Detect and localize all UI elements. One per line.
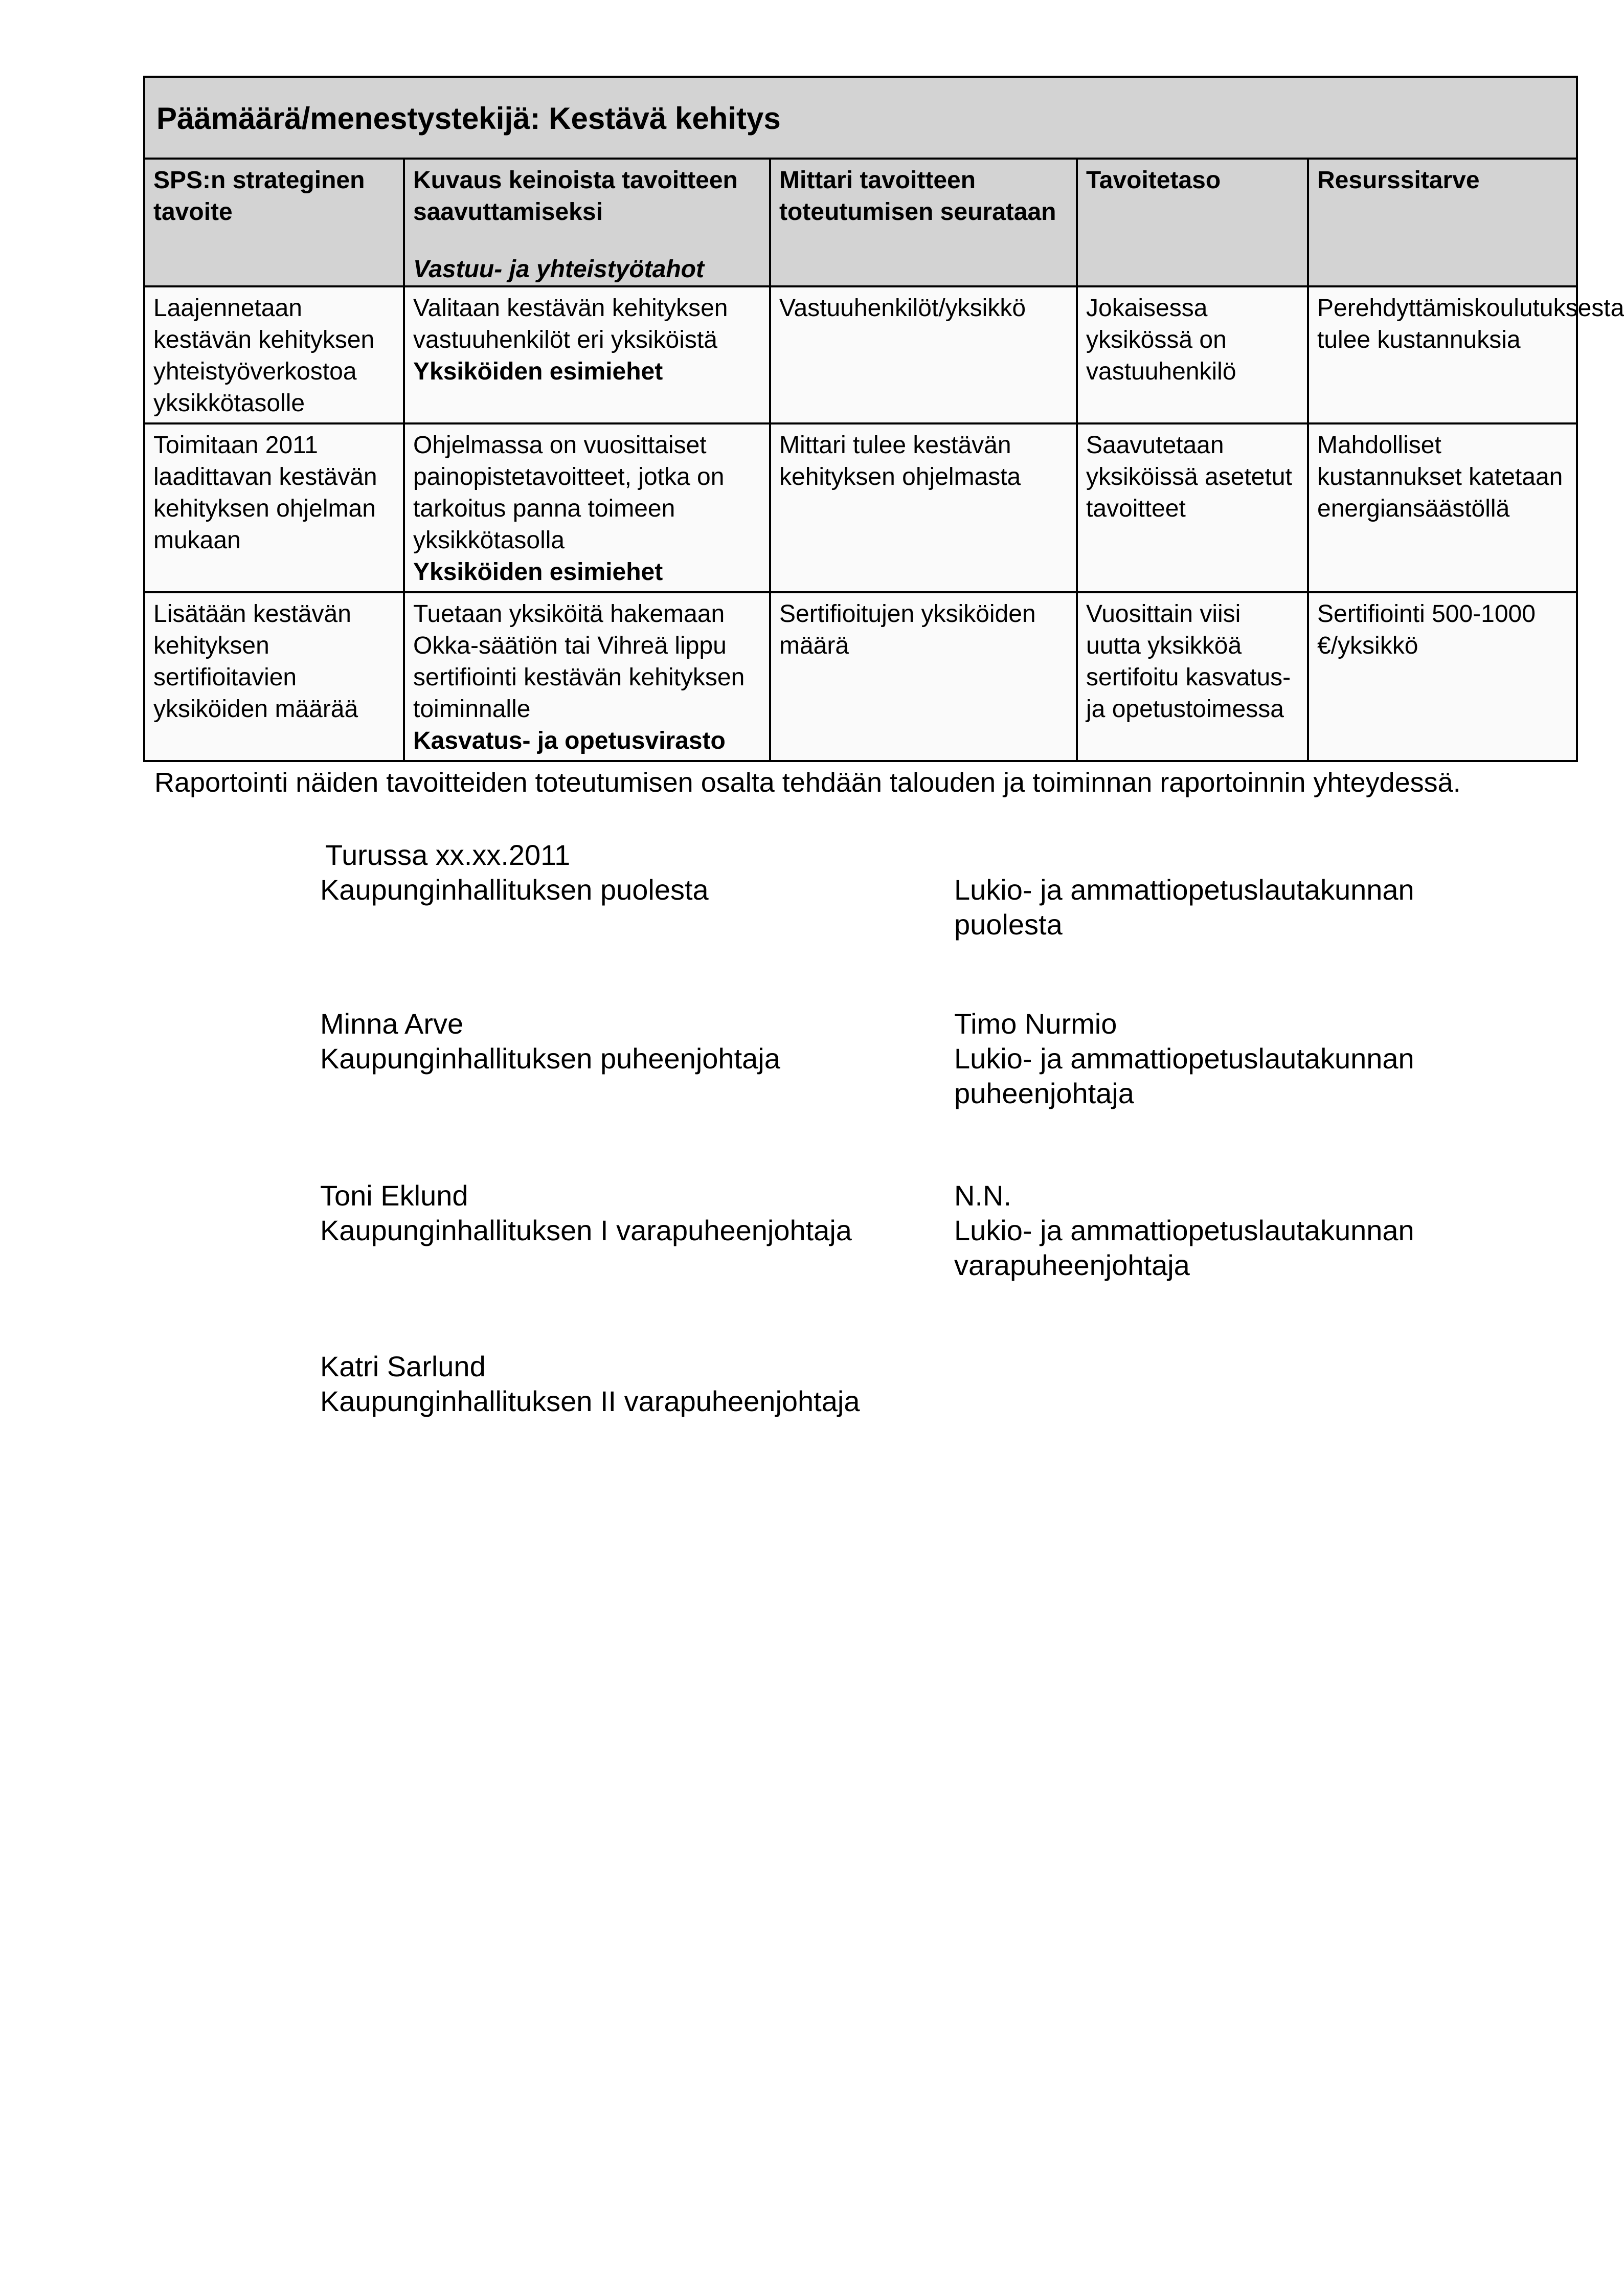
- table-title: Päämäärä/menestystekijä: Kestävä kehitys: [144, 77, 1577, 159]
- cell-goal: Toimitaan 2011 laadittavan kestävän kehityksen ohjelman mukaan: [144, 423, 404, 592]
- signature-block: [954, 1178, 1414, 1283]
- report-paragraph: Raportointi näiden tavoitteiden toteutumisen osalta tehdään talouden ja toiminnan raportoinnin yhteydessä.: [154, 767, 1461, 798]
- left-signature-heading: [320, 873, 709, 907]
- cell-meter: Vastuuhenkilöt/yksikkö: [770, 286, 1077, 423]
- table-row: [144, 286, 1577, 423]
- signature-block: [320, 1349, 860, 1419]
- cell-resources: Perehdyttämiskoulutuksesta tulee kustannuksia: [1308, 286, 1577, 423]
- signer-title-line-2: puheenjohtaja: [954, 1077, 1134, 1109]
- signer-name: Toni Eklund: [320, 1179, 468, 1212]
- table-row: [144, 592, 1577, 761]
- cell-means: [404, 423, 770, 592]
- header-means-label: Kuvaus keinoista tavoitteen saavuttamiseksi: [413, 167, 738, 226]
- cell-means-text: Ohjelmassa on vuosittaiset painopistetavoitteet, jotka on tarkoitus panna toimeen yksikkötasolla: [413, 432, 725, 554]
- cell-resources: Mahdolliset kustannukset katetaan energiansäästöllä: [1308, 423, 1577, 592]
- signer-title-line-2: varapuheenjohtaja: [954, 1249, 1190, 1281]
- cell-means-text: Tuetaan yksiköitä hakemaan Okka-säätiön tai Vihreä lippu sertifiointi kestävän kehityksen toiminnalle: [413, 600, 745, 723]
- signer-title: Kaupunginhallituksen II varapuheenjohtaja: [320, 1385, 860, 1417]
- header-resources: Resurssitarve: [1308, 159, 1577, 286]
- right-heading-line-1: Lukio- ja ammattiopetuslautakunnan: [954, 874, 1414, 906]
- header-target: Tavoitetaso: [1077, 159, 1308, 286]
- table-row: [144, 423, 1577, 592]
- signature-block: [320, 1007, 780, 1076]
- signer-name: Katri Sarlund: [320, 1350, 486, 1382]
- left-heading-text: Kaupunginhallituksen puolesta: [320, 874, 709, 906]
- right-signature-heading: [954, 873, 1414, 942]
- signer-title-line-1: Lukio- ja ammattiopetuslautakunnan: [954, 1042, 1414, 1075]
- signer-title: Kaupunginhallituksen I varapuheenjohtaja: [320, 1214, 852, 1246]
- cell-responsible: Yksiköiden esimiehet: [413, 358, 663, 385]
- cell-target: Jokaisessa yksikössä on vastuuhenkilö: [1077, 286, 1308, 423]
- signature-block: [320, 1178, 852, 1248]
- cell-target: Saavutetaan yksiköissä asetetut tavoitteet: [1077, 423, 1308, 592]
- cell-responsible: Yksiköiden esimiehet: [413, 558, 663, 586]
- goals-table: [143, 76, 1624, 762]
- cell-means: [404, 286, 770, 423]
- cell-meter: Mittari tulee kestävän kehityksen ohjelmasta: [770, 423, 1077, 592]
- signer-title-line-1: Lukio- ja ammattiopetuslautakunnan: [954, 1214, 1414, 1246]
- cell-goal: Laajennetaan kestävän kehityksen yhteistyöverkostoa yksikkötasolle: [144, 286, 404, 423]
- cell-goal: Lisätään kestävän kehityksen sertifioitavien yksiköiden määrää: [144, 592, 404, 761]
- right-heading-line-2: puolesta: [954, 908, 1063, 941]
- signer-name: N.N.: [954, 1179, 1011, 1212]
- cell-meter: Sertifioitujen yksiköiden määrä: [770, 592, 1077, 761]
- cell-target: Vuosittain viisi uutta yksikköä sertifoitu kasvatus- ja opetustoimessa: [1077, 592, 1308, 761]
- header-responsible: Vastuu- ja yhteistyötahot: [413, 256, 704, 283]
- header-goal: SPS:n strateginen tavoite: [144, 159, 404, 286]
- cell-means: [404, 592, 770, 761]
- cell-means-text: Valitaan kestävän kehityksen vastuuhenkilöt eri yksiköistä: [413, 295, 728, 353]
- signer-title: Kaupunginhallituksen puheenjohtaja: [320, 1042, 780, 1075]
- place-date: Turussa xx.xx.2011: [325, 839, 571, 871]
- signature-block: [954, 1007, 1414, 1111]
- header-means: [404, 159, 770, 286]
- header-meter: Mittari tavoitteen toteutumisen seurataan: [770, 159, 1077, 286]
- signer-name: Timo Nurmio: [954, 1008, 1117, 1040]
- cell-resources: Sertifiointi 500-1000 €/yksikkö: [1308, 592, 1577, 761]
- cell-responsible: Kasvatus- ja opetusvirasto: [413, 727, 726, 754]
- signer-name: Minna Arve: [320, 1008, 464, 1040]
